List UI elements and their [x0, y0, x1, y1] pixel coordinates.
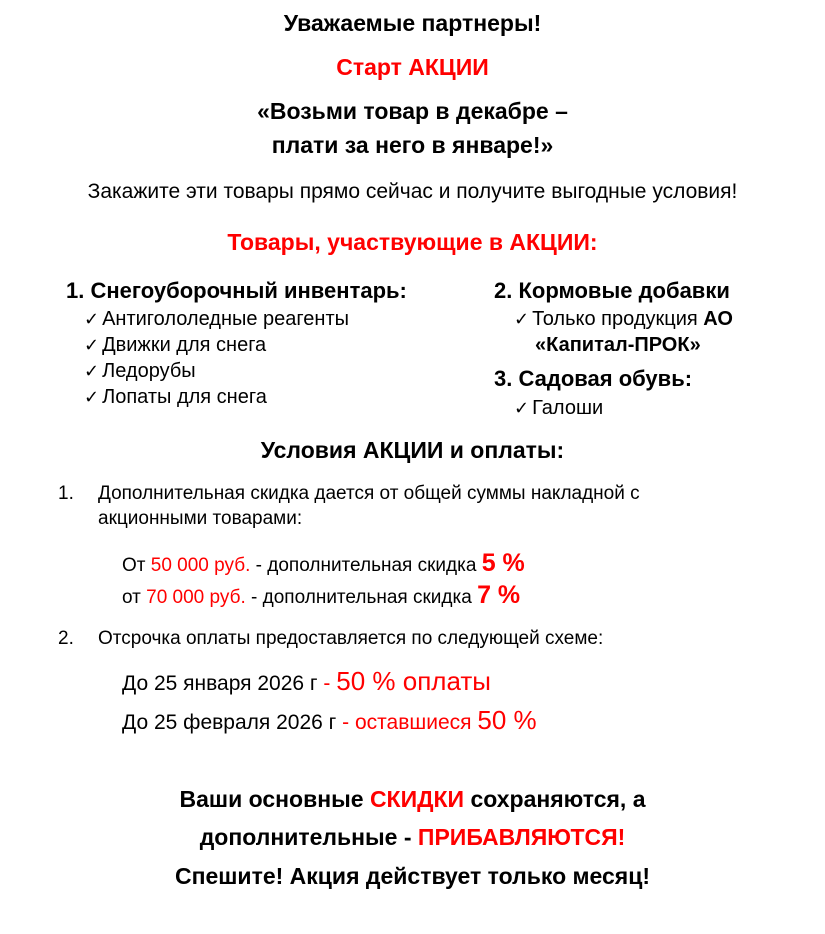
- checkmark-icon: ✓: [84, 309, 100, 330]
- category-3-item: ✓ Галоши: [514, 397, 604, 419]
- category-1-title: 1. Снегоуборочный инвентарь:: [66, 278, 407, 303]
- condition-1-number: 1.: [58, 483, 74, 504]
- slogan-line-1: «Возьми товар в декабре –: [257, 98, 568, 124]
- checkmark-icon: ✓: [514, 398, 530, 419]
- checkmark-icon: ✓: [84, 335, 100, 356]
- category-2-item-company: «Капитал-ПРОК»: [535, 334, 701, 356]
- category-1-item: ✓ Движки для снега: [84, 334, 267, 356]
- checkmark-icon: ✓: [514, 309, 530, 330]
- payment-step-1: До 25 января 2026 г - 50 % оплаты: [122, 666, 491, 696]
- condition-2-number: 2.: [58, 628, 74, 649]
- checkmark-icon: ✓: [84, 361, 100, 382]
- greeting: Уважаемые партнеры!: [283, 10, 542, 36]
- category-1-item: ✓ Лопаты для снега: [84, 386, 267, 408]
- footer-line-1: Ваши основные СКИДКИ сохраняются, а: [179, 786, 646, 812]
- promo-start: Старт АКЦИИ: [336, 54, 489, 80]
- category-1-item: ✓ Ледорубы: [84, 360, 196, 382]
- intro-text: Закажите эти товары прямо сейчас и получите выгодные условия!: [87, 180, 738, 203]
- footer-line-3: Спешите! Акция действует только месяц!: [174, 863, 651, 889]
- category-3-title: 3. Садовая обувь:: [494, 366, 693, 391]
- products-heading: Товары, участвующие в АКЦИИ:: [227, 229, 598, 255]
- category-2-title: 2. Кормовые добавки: [494, 278, 730, 303]
- slogan-line-2: плати за него в январе!»: [271, 132, 554, 158]
- discount-tier-2: от 70 000 руб. - дополнительная скидка 7 %: [122, 581, 521, 609]
- category-2-item: ✓ Только продукция АО: [514, 308, 733, 330]
- footer-line-2: дополнительные - ПРИБАВЛЯЮТСЯ!: [199, 824, 626, 850]
- checkmark-icon: ✓: [84, 387, 100, 408]
- condition-1-line-1: Дополнительная скидка дается от общей суммы накладной с: [98, 483, 640, 504]
- discount-tier-1: От 50 000 руб. - дополнительная скидка 5 %: [122, 549, 525, 577]
- category-1-item: ✓ Антигололедные реагенты: [84, 308, 349, 330]
- condition-1-line-2: акционными товарами:: [98, 508, 303, 529]
- condition-2-line-1: Отсрочка оплаты предоставляется по следующей схеме:: [98, 628, 604, 649]
- payment-step-2: До 25 февраля 2026 г - оставшиеся 50 %: [122, 705, 537, 735]
- conditions-heading: Условия АКЦИИ и оплаты:: [260, 437, 565, 463]
